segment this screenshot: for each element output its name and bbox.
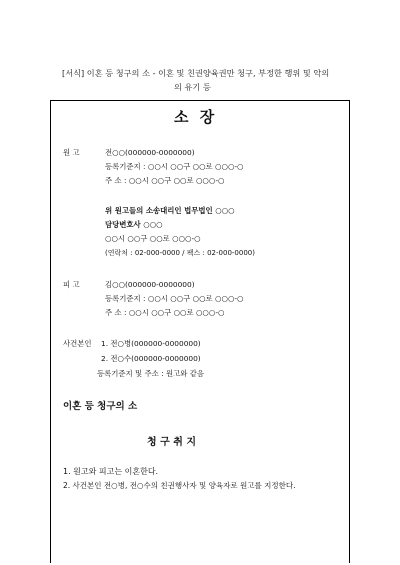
plaintiff-registration-value: ○○시 ○○구 ○○로 ○○○-○	[147, 162, 244, 171]
claim-item-1: 1. 원고와 피고는 이혼한다.	[63, 467, 159, 476]
caption-line-2: 의 유기 등	[174, 82, 211, 92]
representative-line-3: ○○시 ○○구 ○○로 ○○○-○	[105, 234, 201, 243]
caption-line-1: [서식] 이혼 등 청구의 소 - 이혼 및 친권양육권만 청구, 부정한 행위 및 악의	[62, 68, 330, 78]
plaintiff-registration	[105, 161, 244, 172]
plaintiff-address	[105, 175, 224, 186]
principal-label: 사건본인	[63, 339, 92, 348]
claim-item-2: 2. 사건본인 전○병, 전○수의 친권행사자 및 양육자로 원고를 지정한다.	[63, 481, 296, 490]
principal-item-1: 1. 전○병(000000-0000000)	[101, 339, 201, 348]
defendant-registration-value: ○○시 ○○구 ○○로 ○○○-○	[147, 294, 244, 303]
defendant-address-label: 주 소 :	[105, 308, 129, 317]
principal-item-2: 2. 전○수(000000-0000000)	[101, 354, 201, 363]
representative-contact: (연락처 : 02-000-0000 / 팩스 : 02-000-0000)	[105, 249, 255, 257]
plaintiff-name: 전○○(000000-0000000)	[105, 148, 195, 157]
plaintiff-address-value: ○○시 ○○구 ○○로 ○○○-○	[128, 176, 225, 185]
document-title: 소 장	[174, 108, 218, 126]
representative-line-2: 담당변호사 ○○○	[105, 220, 163, 229]
claims-title: 청 구 취 지	[147, 437, 197, 448]
defendant-registration-label: 등록기준지 :	[105, 294, 148, 303]
case-name: 이혼 등 청구의 소	[63, 401, 138, 412]
principal-registration-address: 등록기준지 및 주소 : 원고와 같음	[97, 369, 205, 378]
defendant-label: 피 고	[63, 280, 80, 289]
defendant-address-value: ○○시 ○○구 ○○로 ○○○-○	[128, 308, 225, 317]
defendant-address	[105, 307, 224, 318]
plaintiff-address-label: 주 소 :	[105, 176, 129, 185]
defendant-registration	[105, 293, 244, 304]
defendant-name: 김○○(000000-0000000)	[105, 280, 195, 289]
plaintiff-label: 원 고	[63, 148, 80, 157]
plaintiff-registration-label: 등록기준지 :	[105, 162, 148, 171]
representative-line-1: 위 원고들의 소송대리인 법무법인 ○○○	[105, 206, 235, 215]
